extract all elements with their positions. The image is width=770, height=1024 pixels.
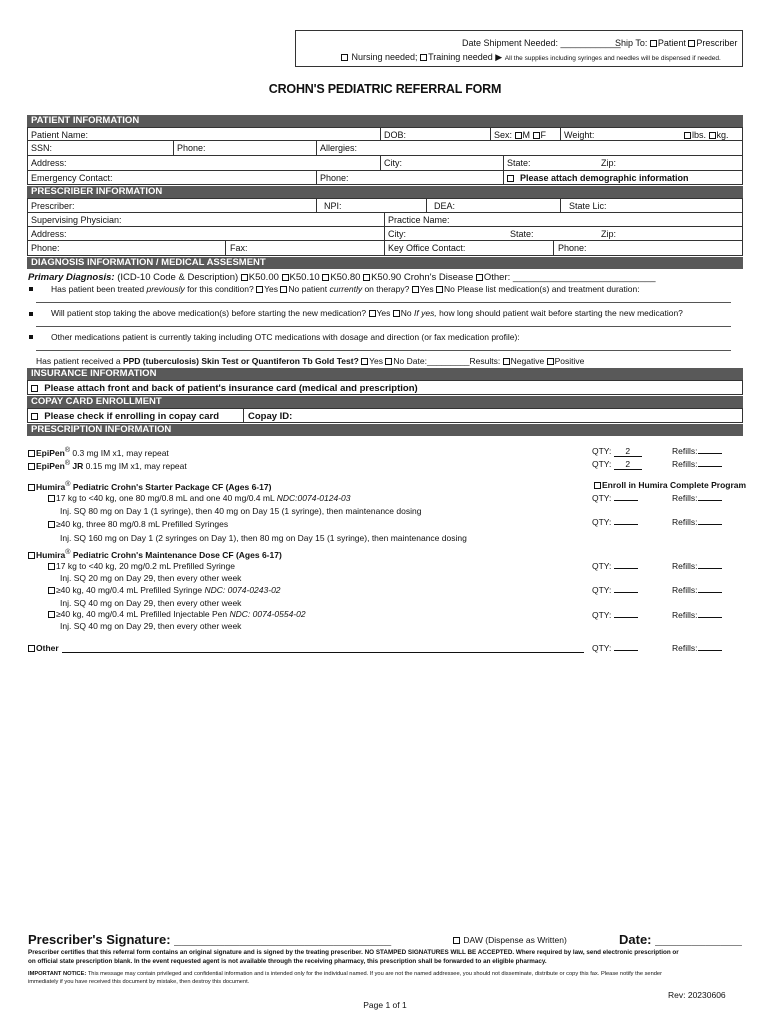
results-label: Results: — [469, 356, 501, 366]
refills-label: Refills: — [672, 610, 698, 620]
prescription-header: PRESCRIPTION INFORMATION — [27, 424, 743, 436]
supplies-note: All the supplies including syringes and needles will be dispensed if needed. — [504, 55, 721, 62]
starter-2-qty[interactable] — [592, 517, 638, 527]
humira-starter-checkbox[interactable] — [28, 484, 35, 491]
yes-label: Yes — [376, 308, 391, 318]
maint-1-refills[interactable] — [672, 561, 722, 571]
lbs-label: lbs. — [692, 130, 707, 140]
daw-option — [453, 935, 567, 945]
refills-label: Refills: — [672, 459, 698, 469]
maint-2-qty[interactable] — [592, 585, 638, 595]
daw-label: DAW (Dispense as Written) — [463, 935, 567, 945]
primary-diagnosis-desc: (ICD-10 Code & Description) — [117, 272, 239, 283]
starter-2-refills[interactable] — [672, 517, 722, 527]
maint-3-desc: ≥40 kg, 40 mg/0.4 mL Prefilled Injectable Pen — [56, 609, 230, 619]
nursing-label: Nursing needed; — [351, 52, 418, 62]
answer-line[interactable] — [36, 326, 731, 327]
divider — [503, 156, 504, 170]
epipen-jr-item: EpiPen® JR 0.15 mg IM x1, may repeat — [28, 459, 187, 471]
bullet — [29, 335, 33, 339]
daw-checkbox[interactable] — [453, 937, 460, 944]
q2-yes-checkbox[interactable] — [369, 310, 376, 317]
q1-text-3: patient — [299, 284, 330, 294]
notice-line-2: immediately if you have received this document by mistake, then destroy this document. — [28, 979, 250, 985]
k5080-checkbox[interactable] — [322, 274, 329, 281]
prescriber-row-3 — [27, 227, 743, 241]
starter-2-checkbox[interactable] — [48, 521, 55, 528]
divider — [316, 171, 317, 184]
divider — [490, 128, 491, 140]
demographic-group — [507, 173, 689, 183]
prescriber-signature-field[interactable]: Prescriber's Signature: ______________________________ — [28, 932, 392, 947]
patient-row-2 — [27, 141, 743, 156]
nursing-checkbox[interactable] — [341, 54, 348, 61]
sex-m-checkbox[interactable] — [515, 132, 522, 139]
q1-text-2: for this condition? — [184, 284, 254, 294]
yes-label: Yes — [369, 356, 384, 366]
negative-label: Negative — [510, 356, 545, 366]
divider — [243, 409, 244, 422]
other-refills[interactable] — [672, 643, 722, 653]
ppd-test-name: PPD (tuberculosis) Skin Test or Quantiferon Tb Gold Test? — [122, 356, 359, 366]
other-rx-item — [28, 643, 59, 653]
ship-to-group — [615, 38, 737, 48]
prescriber-phone-field[interactable]: Phone: — [31, 243, 60, 253]
patient-address-field[interactable]: Address: — [31, 158, 67, 168]
maint-2-ndc: NDC: 0074-0243-02 — [204, 585, 281, 595]
patient-city-field[interactable]: City: — [384, 158, 402, 168]
refills-label: Refills: — [672, 493, 698, 503]
ship-to-prescriber-label: Prescriber — [696, 38, 738, 48]
maint-2-desc: ≥40 kg, 40 mg/0.4 mL Prefilled Syringe — [56, 585, 205, 595]
diagnosis-header: DIAGNOSIS INFORMATION / MEDICAL ASSESMENT — [27, 257, 743, 269]
refills-label: Refills: — [672, 517, 698, 527]
divider — [173, 141, 174, 155]
k5000-checkbox[interactable] — [241, 274, 248, 281]
maint-option-1 — [48, 561, 235, 571]
q1-previously: previously — [146, 284, 185, 294]
qty-label: QTY: — [592, 517, 612, 527]
epipen-jr-suffix: JR — [70, 460, 84, 471]
divider — [316, 199, 317, 212]
refills-label: Refills: — [672, 643, 698, 653]
epipen-refills[interactable] — [672, 446, 722, 456]
maint-3-qty[interactable] — [592, 610, 638, 620]
ssn-field[interactable]: SSN: — [31, 143, 53, 153]
prescriber-row-2 — [27, 213, 743, 227]
training-checkbox[interactable] — [420, 54, 427, 61]
no-label: No — [288, 284, 300, 294]
starter-1-checkbox[interactable] — [48, 495, 55, 502]
npi-field[interactable]: NPI: — [324, 201, 342, 211]
q1-text-4: on therapy? — [362, 284, 410, 294]
demographic-checkbox[interactable] — [507, 175, 514, 182]
humira-maintenance-item: Humira® Pediatric Crohn's Maintenance Dose CF (Ages 6-17) — [28, 548, 282, 560]
maint-3-refills[interactable] — [672, 610, 722, 620]
copay-check-label: Please check if enrolling in copay card — [44, 411, 220, 422]
demographic-label: Please attach demographic information — [520, 173, 689, 183]
sex-label: Sex: — [494, 130, 513, 140]
starter-1-qty[interactable] — [592, 493, 638, 503]
ppd-no-checkbox[interactable] — [385, 358, 392, 365]
prescriber-info-header: PRESCRIBER INFORMATION — [27, 186, 743, 198]
maint-3-injection: Inj. SQ 40 mg on Day 29, then every other week — [60, 621, 242, 631]
epipen-qty[interactable] — [592, 446, 642, 457]
starter-1-ndc: NDC:0074-0124-03 — [276, 493, 351, 503]
epipen-jr-refills[interactable] — [672, 459, 722, 469]
refills-label: Refills: — [672, 446, 698, 456]
epipen-desc: 0.3 mg IM x1, may repeat — [72, 447, 169, 458]
q1b-no-checkbox[interactable] — [436, 286, 443, 293]
prescriber-row-1 — [27, 198, 743, 213]
patient-phone-field[interactable]: Phone: — [177, 143, 206, 153]
q2-text: Will patient stop taking the above medication(s) before starting the new medication? — [51, 308, 367, 318]
no-label: No — [400, 308, 412, 318]
starter-2-injection: Inj. SQ 160 mg on Day 1 (2 syringes on Day 1), then 80 mg on Day 15 (1 syringe), then maintenance dosing — [60, 533, 467, 543]
certification-line-1: Prescriber certifies that this referral form contains an original signature and is signed by the treating prescriber. NO STAMPED SIGNATURES WILL BE ACCEPTED. Where required by law, send electronic prescription or — [28, 949, 679, 956]
humira-maintenance-label: Humira — [36, 549, 66, 560]
divider — [380, 156, 381, 170]
k5090-label: K50.90 Crohn's Disease — [371, 272, 474, 283]
yes-label: Yes — [264, 284, 278, 294]
divider — [384, 241, 385, 255]
enroll-checkbox[interactable] — [594, 482, 601, 489]
key-contact-phone-field[interactable]: Phone: — [558, 243, 587, 253]
kg-checkbox[interactable] — [709, 132, 716, 139]
allergies-field[interactable]: Allergies: — [320, 143, 358, 153]
other-diagnosis-label[interactable]: Other: ___________________________ — [483, 272, 656, 283]
ppd-date-field[interactable]: Date:_________ — [406, 356, 470, 366]
maint-2-injection: Inj. SQ 40 mg on Day 29, then every other week — [60, 598, 242, 608]
divider — [560, 128, 561, 140]
starter-option-2 — [48, 519, 228, 529]
q1-no-checkbox[interactable] — [280, 286, 287, 293]
humira-maintenance-checkbox[interactable] — [28, 552, 35, 559]
positive-checkbox[interactable] — [547, 358, 554, 365]
copay-checkbox[interactable] — [31, 413, 38, 420]
other-rx-label: Other — [36, 643, 59, 653]
stop-medication-question — [51, 308, 683, 318]
dob-field[interactable]: DOB: — [384, 130, 407, 140]
ppd-question — [36, 356, 584, 366]
notice-text: This message may contain privileged and confidential information and is intended only for the individual named. If you are not the named addressee, you should not disseminate, distribute or copy this fax. Please notify the sender — [86, 971, 662, 977]
divider — [384, 227, 385, 240]
patient-name-field[interactable]: Patient Name: — [31, 130, 89, 140]
divider — [225, 241, 226, 255]
key-office-contact-field[interactable]: Key Office Contact: — [388, 243, 466, 253]
prescriber-field[interactable]: Prescriber: — [31, 201, 75, 211]
epipen-jr-label: EpiPen — [36, 460, 65, 471]
emergency-phone-field[interactable]: Phone: — [320, 173, 349, 183]
answer-line[interactable] — [36, 302, 731, 303]
patient-zip-field[interactable]: Zip: — [601, 158, 617, 168]
prescriber-fax-field[interactable]: Fax: — [230, 243, 248, 253]
q1-currently: currently — [329, 284, 363, 294]
nursing-training-row — [341, 52, 721, 63]
divider — [384, 213, 385, 226]
other-qty[interactable] — [592, 643, 638, 653]
maint-2-checkbox[interactable] — [48, 587, 55, 594]
k5010-label: K50.10 — [289, 272, 320, 283]
sex-f-checkbox[interactable] — [533, 132, 540, 139]
starter-1-desc: 17 kg to <40 kg, one 80 mg/0.8 mL and one 40 mg/0.4 mL — [56, 493, 277, 503]
maint-option-2 — [48, 585, 281, 595]
page-number: Page 1 of 1 — [363, 1000, 407, 1010]
humira-starter-desc: Pediatric Crohn's Starter Package CF (Ages 6-17) — [70, 481, 272, 492]
ship-to-prescriber-checkbox[interactable] — [688, 40, 695, 47]
epipen-jr-qty[interactable] — [592, 459, 642, 470]
refills-label: Refills: — [672, 561, 698, 571]
maint-1-desc: 17 kg to <40 kg, 20 mg/0.2 mL Prefilled Syringe — [56, 561, 235, 571]
q1-yes-checkbox[interactable] — [256, 286, 263, 293]
positive-label: Positive — [554, 356, 585, 366]
maint-1-qty[interactable] — [592, 561, 638, 571]
divider — [426, 199, 427, 212]
epipen-checkbox[interactable] — [28, 450, 35, 457]
other-rx-checkbox[interactable] — [28, 645, 35, 652]
k5090-checkbox[interactable] — [363, 274, 370, 281]
revision: Rev: 20230606 — [668, 990, 726, 1000]
notice-label: IMPORTANT NOTICE: — [28, 971, 87, 977]
insurance-attach-label: Please attach front and back of patient's insurance card (medical and prescription) — [44, 383, 418, 394]
date-field[interactable]: Date: ____________ — [619, 932, 742, 947]
copay-enroll — [31, 411, 219, 422]
insurance-header: INSURANCE INFORMATION — [27, 368, 743, 380]
q2-if-yes: If yes, — [414, 308, 437, 318]
q1-text: Has patient been treated — [51, 284, 147, 294]
answer-line[interactable] — [36, 350, 731, 351]
prescriber-address-field[interactable]: Address: — [31, 229, 67, 239]
bullet — [29, 287, 33, 291]
previous-treatment-question — [51, 284, 640, 294]
state-lic-field[interactable]: State Lic: — [569, 201, 607, 211]
primary-diagnosis-row — [28, 272, 656, 283]
maint-3-ndc: NDC: 0074-0554-02 — [229, 609, 306, 619]
enroll-humira-complete — [594, 480, 746, 490]
primary-diagnosis-label: Primary Diagnosis: — [28, 272, 115, 283]
patient-state-field[interactable]: State: — [507, 158, 531, 168]
k5080-label: K50.80 — [330, 272, 361, 283]
insurance-attach — [31, 383, 418, 394]
date-shipment-needed[interactable]: Date Shipment Needed: ____________ — [462, 38, 621, 48]
copay-row — [27, 408, 743, 423]
patient-row-1 — [27, 127, 743, 141]
yes-label: Yes — [419, 284, 434, 294]
patient-row-3 — [27, 156, 743, 171]
k5000-label: K50.00 — [248, 272, 279, 283]
prescriber-state-field[interactable]: State: — [510, 229, 534, 239]
practice-name-field[interactable]: Practice Name: — [388, 215, 450, 225]
epipen-jr-checkbox[interactable] — [28, 463, 35, 470]
starter-1-injection: Inj. SQ 80 mg on Day 1 (1 syringe), then 40 mg on Day 15 (1 syringe), then maintenance dosing — [60, 506, 422, 516]
qty-label: QTY: — [592, 459, 612, 469]
weight-unit-group — [684, 130, 729, 140]
notice-line-1 — [28, 971, 662, 977]
qty-label: QTY: — [592, 585, 612, 595]
copay-id-field[interactable]: Copay ID: — [248, 411, 293, 422]
qty-label: QTY: — [592, 643, 612, 653]
insurance-checkbox[interactable] — [31, 385, 38, 392]
divider — [380, 128, 381, 140]
qty-value[interactable]: 2 — [614, 446, 642, 457]
other-medications-question: Other medications patient is currently taking including OTC medications with dosage and direction (or fax medication profile): — [51, 332, 520, 342]
k5010-checkbox[interactable] — [282, 274, 289, 281]
q1b-yes-checkbox[interactable] — [412, 286, 419, 293]
no-label: No — [443, 284, 455, 294]
maint-option-3 — [48, 609, 306, 619]
maint-1-injection: Inj. SQ 20 mg on Day 29, then every other week — [60, 573, 242, 583]
qty-label: QTY: — [592, 493, 612, 503]
humira-starter-item: Humira® Pediatric Crohn's Starter Package CF (Ages 6-17) — [28, 480, 271, 492]
qty-label: QTY: — [592, 561, 612, 571]
qty-value[interactable]: 2 — [614, 459, 642, 470]
humira-maintenance-desc: Pediatric Crohn's Maintenance Dose CF (Ages 6-17) — [70, 549, 282, 560]
qty-label: QTY: — [592, 610, 612, 620]
epipen-item: EpiPen® 0.3 mg IM x1, may repeat — [28, 446, 169, 458]
patient-info-header: PATIENT INFORMATION — [27, 115, 743, 127]
q1-medications-prompt: Please list medication(s) and treatment duration: — [457, 284, 640, 294]
bullet — [29, 312, 33, 316]
copay-header: COPAY CARD ENROLLMENT — [27, 396, 743, 408]
maint-3-checkbox[interactable] — [48, 611, 55, 618]
starter-1-refills[interactable] — [672, 493, 722, 503]
ship-to-patient-checkbox[interactable] — [650, 40, 657, 47]
maint-2-refills[interactable] — [672, 585, 722, 595]
ship-to-patient-label: Patient — [657, 38, 686, 48]
sex-m-label: M — [522, 130, 531, 140]
ppd-text: Has patient received a — [36, 356, 123, 366]
refills-label: Refills: — [672, 585, 698, 595]
divider — [316, 141, 317, 155]
humira-starter-label: Humira — [36, 481, 66, 492]
divider — [553, 241, 554, 255]
maint-1-checkbox[interactable] — [48, 563, 55, 570]
other-rx-line[interactable] — [62, 652, 584, 653]
prescriber-row-4 — [27, 241, 743, 256]
qty-label: QTY: — [592, 446, 612, 456]
epipen-jr-desc: 0.15 mg IM x1, may repeat — [85, 460, 187, 471]
weight-field[interactable]: Weight: — [564, 130, 595, 140]
sex-f-label: F — [540, 130, 547, 140]
page-title: CROHN'S PEDIATRIC REFERRAL FORM — [268, 82, 502, 96]
starter-2-desc: ≥40 kg, three 80 mg/0.8 mL Prefilled Syringes — [56, 519, 229, 529]
starter-option-1 — [48, 493, 350, 503]
certification-line-2: on official state prescription blank. In the event requested agent is not available through the receiving pharmacy, this prescription shall be forwarded to an eligible pharmacy. — [28, 958, 547, 965]
ppd-yes-checkbox[interactable] — [361, 358, 368, 365]
epipen-label: EpiPen — [36, 447, 65, 458]
emergency-contact-field[interactable]: Emergency Contact: — [31, 173, 113, 183]
prescriber-city-field[interactable]: City: — [388, 229, 406, 239]
training-label: Training needed ▶ — [428, 52, 503, 62]
supervising-physician-field[interactable]: Supervising Physician: — [31, 215, 122, 225]
dea-field[interactable]: DEA: — [434, 201, 456, 211]
divider — [560, 199, 561, 212]
other-diagnosis-checkbox[interactable] — [476, 274, 483, 281]
kg-label: kg. — [716, 130, 729, 140]
q2-text-2: how long should patient wait before starting the new medication? — [436, 308, 683, 318]
no-label: No — [393, 356, 405, 366]
sex-group — [494, 130, 546, 140]
q2-no-checkbox[interactable] — [393, 310, 400, 317]
insurance-row — [27, 380, 743, 395]
ship-to-label: Ship To: — [615, 38, 648, 48]
lbs-checkbox[interactable] — [684, 132, 691, 139]
prescriber-zip-field[interactable]: Zip: — [601, 229, 617, 239]
enroll-label: Enroll in Humira Complete Program — [602, 480, 747, 490]
patient-row-4 — [27, 171, 743, 185]
negative-checkbox[interactable] — [503, 358, 510, 365]
divider — [503, 171, 504, 184]
